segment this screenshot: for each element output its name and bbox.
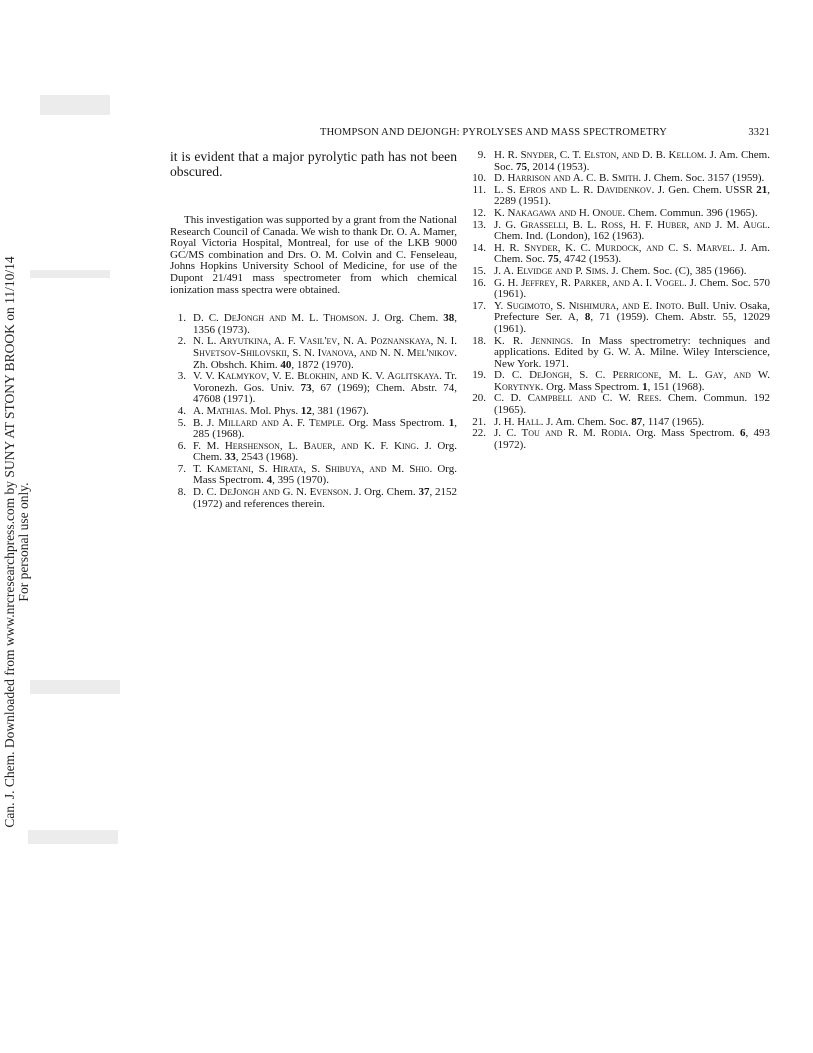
reference-tail: , 2289 (1951). — [494, 183, 770, 208]
reference-authors: G. H. Jeffrey, R. Parker, and A. I. Vogel. — [494, 276, 687, 289]
reference-number: 13. — [472, 218, 486, 231]
reference-number: 1. — [177, 312, 186, 325]
reference-authors: J. H. Hall. — [494, 415, 544, 428]
reference-number: 20. — [472, 392, 486, 405]
reference-tail: , 67 (1969); Chem. Abstr. 74, 47608 (1971). — [193, 381, 458, 406]
reference-volume: 8 — [584, 311, 591, 324]
reference-tail: , 2543 (1968). — [235, 451, 299, 464]
reference-list-right — [470, 150, 770, 451]
reference-authors: T. Kametani, S. Hirata, S. Shibuya, and M. Shio. — [193, 462, 433, 475]
reference-item — [470, 185, 770, 208]
reference-number: 18. — [472, 334, 486, 347]
reference-authors: K. R. Jennings. — [494, 334, 574, 347]
reference-number: 4. — [177, 404, 186, 417]
reference-tail: , 71 (1959). Chem. Abstr. 55, 12029 (1961). — [494, 311, 770, 335]
reference-source: Chem. Commun. — [625, 206, 707, 219]
reference-item — [170, 418, 457, 441]
reference-item — [170, 371, 457, 406]
reference-authors: D. C. DeJongh, S. C. Perricone, M. L. Gay, and W. Korytnyk. — [494, 369, 770, 393]
reference-number: 22. — [472, 427, 486, 440]
reference-item — [470, 243, 770, 266]
reference-item — [470, 301, 770, 336]
reference-tail: , 1147 (1965). — [642, 415, 705, 428]
reference-source: Zh. Obshch. Khim. — [193, 358, 281, 371]
reference-tail: , 493 (1972). — [494, 427, 770, 451]
reference-number: 14. — [472, 241, 486, 254]
reference-source: Mol. Phys. — [247, 404, 301, 417]
reference-number: 10. — [472, 172, 486, 185]
reference-number: 19. — [472, 369, 486, 382]
reference-number: 7. — [177, 462, 186, 475]
reference-source: Org. Mass Spectrom. — [193, 462, 457, 487]
reference-tail: 162 (1963). — [592, 230, 645, 243]
left-column — [170, 150, 457, 510]
reference-source: Chem. Ind. (London), — [494, 230, 593, 243]
reference-number: 8. — [177, 486, 186, 499]
reference-authors: J. C. Tou and R. M. Rodia. — [494, 427, 631, 440]
right-column — [470, 150, 770, 451]
reference-volume: 87 — [631, 415, 643, 428]
reference-authors: B. J. Millard and A. F. Temple. — [193, 416, 345, 429]
reference-authors: K. Nakagawa and H. Onoue. — [494, 206, 626, 219]
reference-volume: 1 — [448, 416, 455, 429]
scan-artifact — [30, 680, 120, 694]
reference-number: 15. — [472, 264, 486, 277]
reference-tail: , 381 (1967). — [311, 404, 369, 417]
reference-source: J. Chem. Soc. — [686, 276, 754, 289]
reference-source: J. Chem. Soc. — [641, 172, 708, 185]
reference-list-left — [170, 313, 457, 510]
reference-volume: 75 — [547, 253, 559, 266]
reference-number: 16. — [472, 276, 486, 289]
reference-authors: V. V. Kalmykov, V. E. Blokhin, and K. V. Aglitskaya. — [193, 370, 442, 383]
reference-authors: Y. Sugimoto, S. Nishimura, and E. Inoto. — [494, 299, 685, 312]
reference-item — [470, 150, 770, 173]
reference-tail: 385 (1966). — [695, 264, 747, 277]
reference-volume: 40 — [280, 358, 292, 371]
reference-number: 6. — [177, 439, 186, 452]
reference-tail: , 1872 (1970). — [291, 358, 354, 371]
reference-volume: 1 — [642, 380, 648, 393]
reference-authors: L. S. Efros and L. R. Davidenkov. — [494, 183, 655, 196]
reference-source: Tr. Voronezh. Gos. Univ. — [193, 370, 457, 394]
reference-tail: 192 (1965). — [494, 392, 770, 417]
reference-number: 21. — [472, 415, 486, 428]
reference-source: J. Org. Chem. — [351, 486, 419, 499]
running-title: THOMPSON AND DEJONGH: PYROLYSES AND MASS SPECTROMETRY — [320, 127, 668, 138]
reference-item — [170, 464, 457, 487]
acknowledgment: This investigation was supported by a grant from the National Research Council of Canada. We wish to thank Dr. O. A. Mamer, Royal Victoria Hospital, Montreal, for use of the LKB 9000 GC/MS combination and Drs. O. M. Colvin and C. Fenseleau, Johns Hopkins University School of Medicine, for use of the Dupont 21/491 mass spectrometer from which chemical ionization mass spectra were obtained. — [170, 214, 457, 296]
reference-source: J. Org. Chem. — [193, 439, 457, 464]
reference-source: Org. Mass Spectrom. — [344, 416, 449, 429]
reference-volume: 73 — [300, 381, 312, 394]
reference-source: Chem. Commun. — [661, 392, 754, 405]
download-watermark — [3, 242, 31, 842]
scan-artifact — [28, 830, 118, 844]
reference-volume: 4 — [266, 474, 273, 487]
reference-source: J. Am. Chem. Soc. — [543, 415, 632, 428]
reference-volume: 75 — [516, 160, 527, 173]
reference-authors: D. Harrison and A. C. B. Smith. — [494, 172, 642, 185]
reference-tail: 396 (1965). — [706, 206, 758, 219]
reference-authors: H. R. Snyder, K. C. Murdock, and C. S. Marvel. — [494, 241, 736, 254]
scan-artifact — [40, 95, 110, 115]
reference-tail: 3157 (1959). — [707, 172, 765, 185]
reference-authors: H. R. Snyder, C. T. Elston, and D. B. Kellom. — [494, 149, 707, 161]
reference-item — [470, 336, 770, 371]
reference-source: J. Am. Chem. Soc. — [494, 241, 770, 266]
reference-item — [170, 313, 457, 336]
reference-item — [170, 336, 457, 371]
reference-authors: N. L. Aryutkina, A. F. Vasil'ev, N. A. Poznanskaya, N. I. Shvetsov-Shilovskii, S. N. Ivanova, and N. N. Mel'nikov. — [193, 335, 457, 359]
reference-item — [470, 393, 770, 416]
reference-number: 17. — [472, 299, 486, 312]
reference-authors: J. A. Elvidge and P. Sims. — [494, 264, 609, 277]
reference-tail: , 1356 (1973). — [193, 312, 458, 336]
reference-tail: , 2014 (1953). — [527, 160, 590, 173]
reference-source: J. Org. Chem. — [367, 312, 444, 325]
reference-tail: , 151 (1968). — [647, 380, 705, 393]
reference-tail: 570 (1961). — [494, 276, 770, 301]
reference-number: 9. — [477, 149, 486, 161]
reference-volume: 33 — [224, 451, 236, 464]
reference-authors: C. D. Campbell and C. W. Rees. — [494, 392, 662, 405]
page-number: 3321 — [748, 127, 770, 138]
reference-source: Org. Mass Spectrom. — [630, 427, 740, 440]
reference-item — [470, 220, 770, 243]
reference-volume: 12 — [300, 404, 312, 417]
reference-number: 2. — [177, 335, 186, 348]
reference-item — [170, 487, 457, 510]
reference-authors: F. M. Hershenson, L. Bauer, and K. F. King. — [193, 439, 419, 452]
reference-authors: D. C. DeJongh and M. L. Thomson. — [193, 312, 368, 325]
reference-number: 12. — [472, 206, 486, 219]
scan-artifact — [30, 270, 110, 278]
reference-number: 5. — [177, 416, 186, 429]
reference-source: J. Chem. Soc. (C), — [608, 264, 696, 277]
personal-use-notice: For personal use only. — [16, 482, 31, 602]
reference-tail: , 4742 (1953). — [558, 253, 622, 266]
reference-volume: 37 — [418, 486, 430, 499]
reference-source: J. Am. Chem. Soc. — [494, 149, 770, 173]
reference-tail: , 2152 (1972) and references therein. — [193, 486, 458, 510]
reference-volume: 38 — [443, 312, 455, 325]
reference-source: Bull. Univ. Osaka, Prefecture Ser. A, — [494, 299, 770, 324]
reference-source: J. Gen. Chem. USSR — [654, 183, 757, 196]
reference-source: Org. Mass Spectrom. — [543, 380, 643, 393]
reference-tail: , 395 (1970). — [272, 474, 329, 487]
reference-item — [170, 441, 457, 464]
reference-item — [470, 370, 770, 393]
reference-tail: , 285 (1968). — [193, 416, 457, 441]
reference-authors: D. C. DeJongh and G. N. Evenson. — [193, 486, 352, 499]
reference-volume: 6 — [739, 427, 746, 440]
reference-number: 11. — [472, 183, 486, 196]
reference-source: In Mass spectrometry: techniques and applications. Edited by G. W. A. Milne. Wiley Interscience, New York. 1971. — [494, 334, 771, 370]
reference-volume: 21 — [756, 183, 768, 196]
reference-authors: A. Mathias. — [193, 404, 248, 417]
reference-item — [470, 428, 770, 451]
reference-authors: J. G. Grasselli, B. L. Ross, H. F. Huber, and J. M. Augl. — [494, 218, 770, 231]
continued-paragraph: it is evident that a major pyrolytic path has not been obscured. — [170, 149, 457, 179]
reference-item — [470, 278, 770, 301]
download-notice: Can. J. Chem. Downloaded from www.nrcresearchpress.com by SUNY AT STONY BROOK on 11/10/14 — [2, 256, 17, 828]
reference-number: 3. — [177, 370, 186, 383]
